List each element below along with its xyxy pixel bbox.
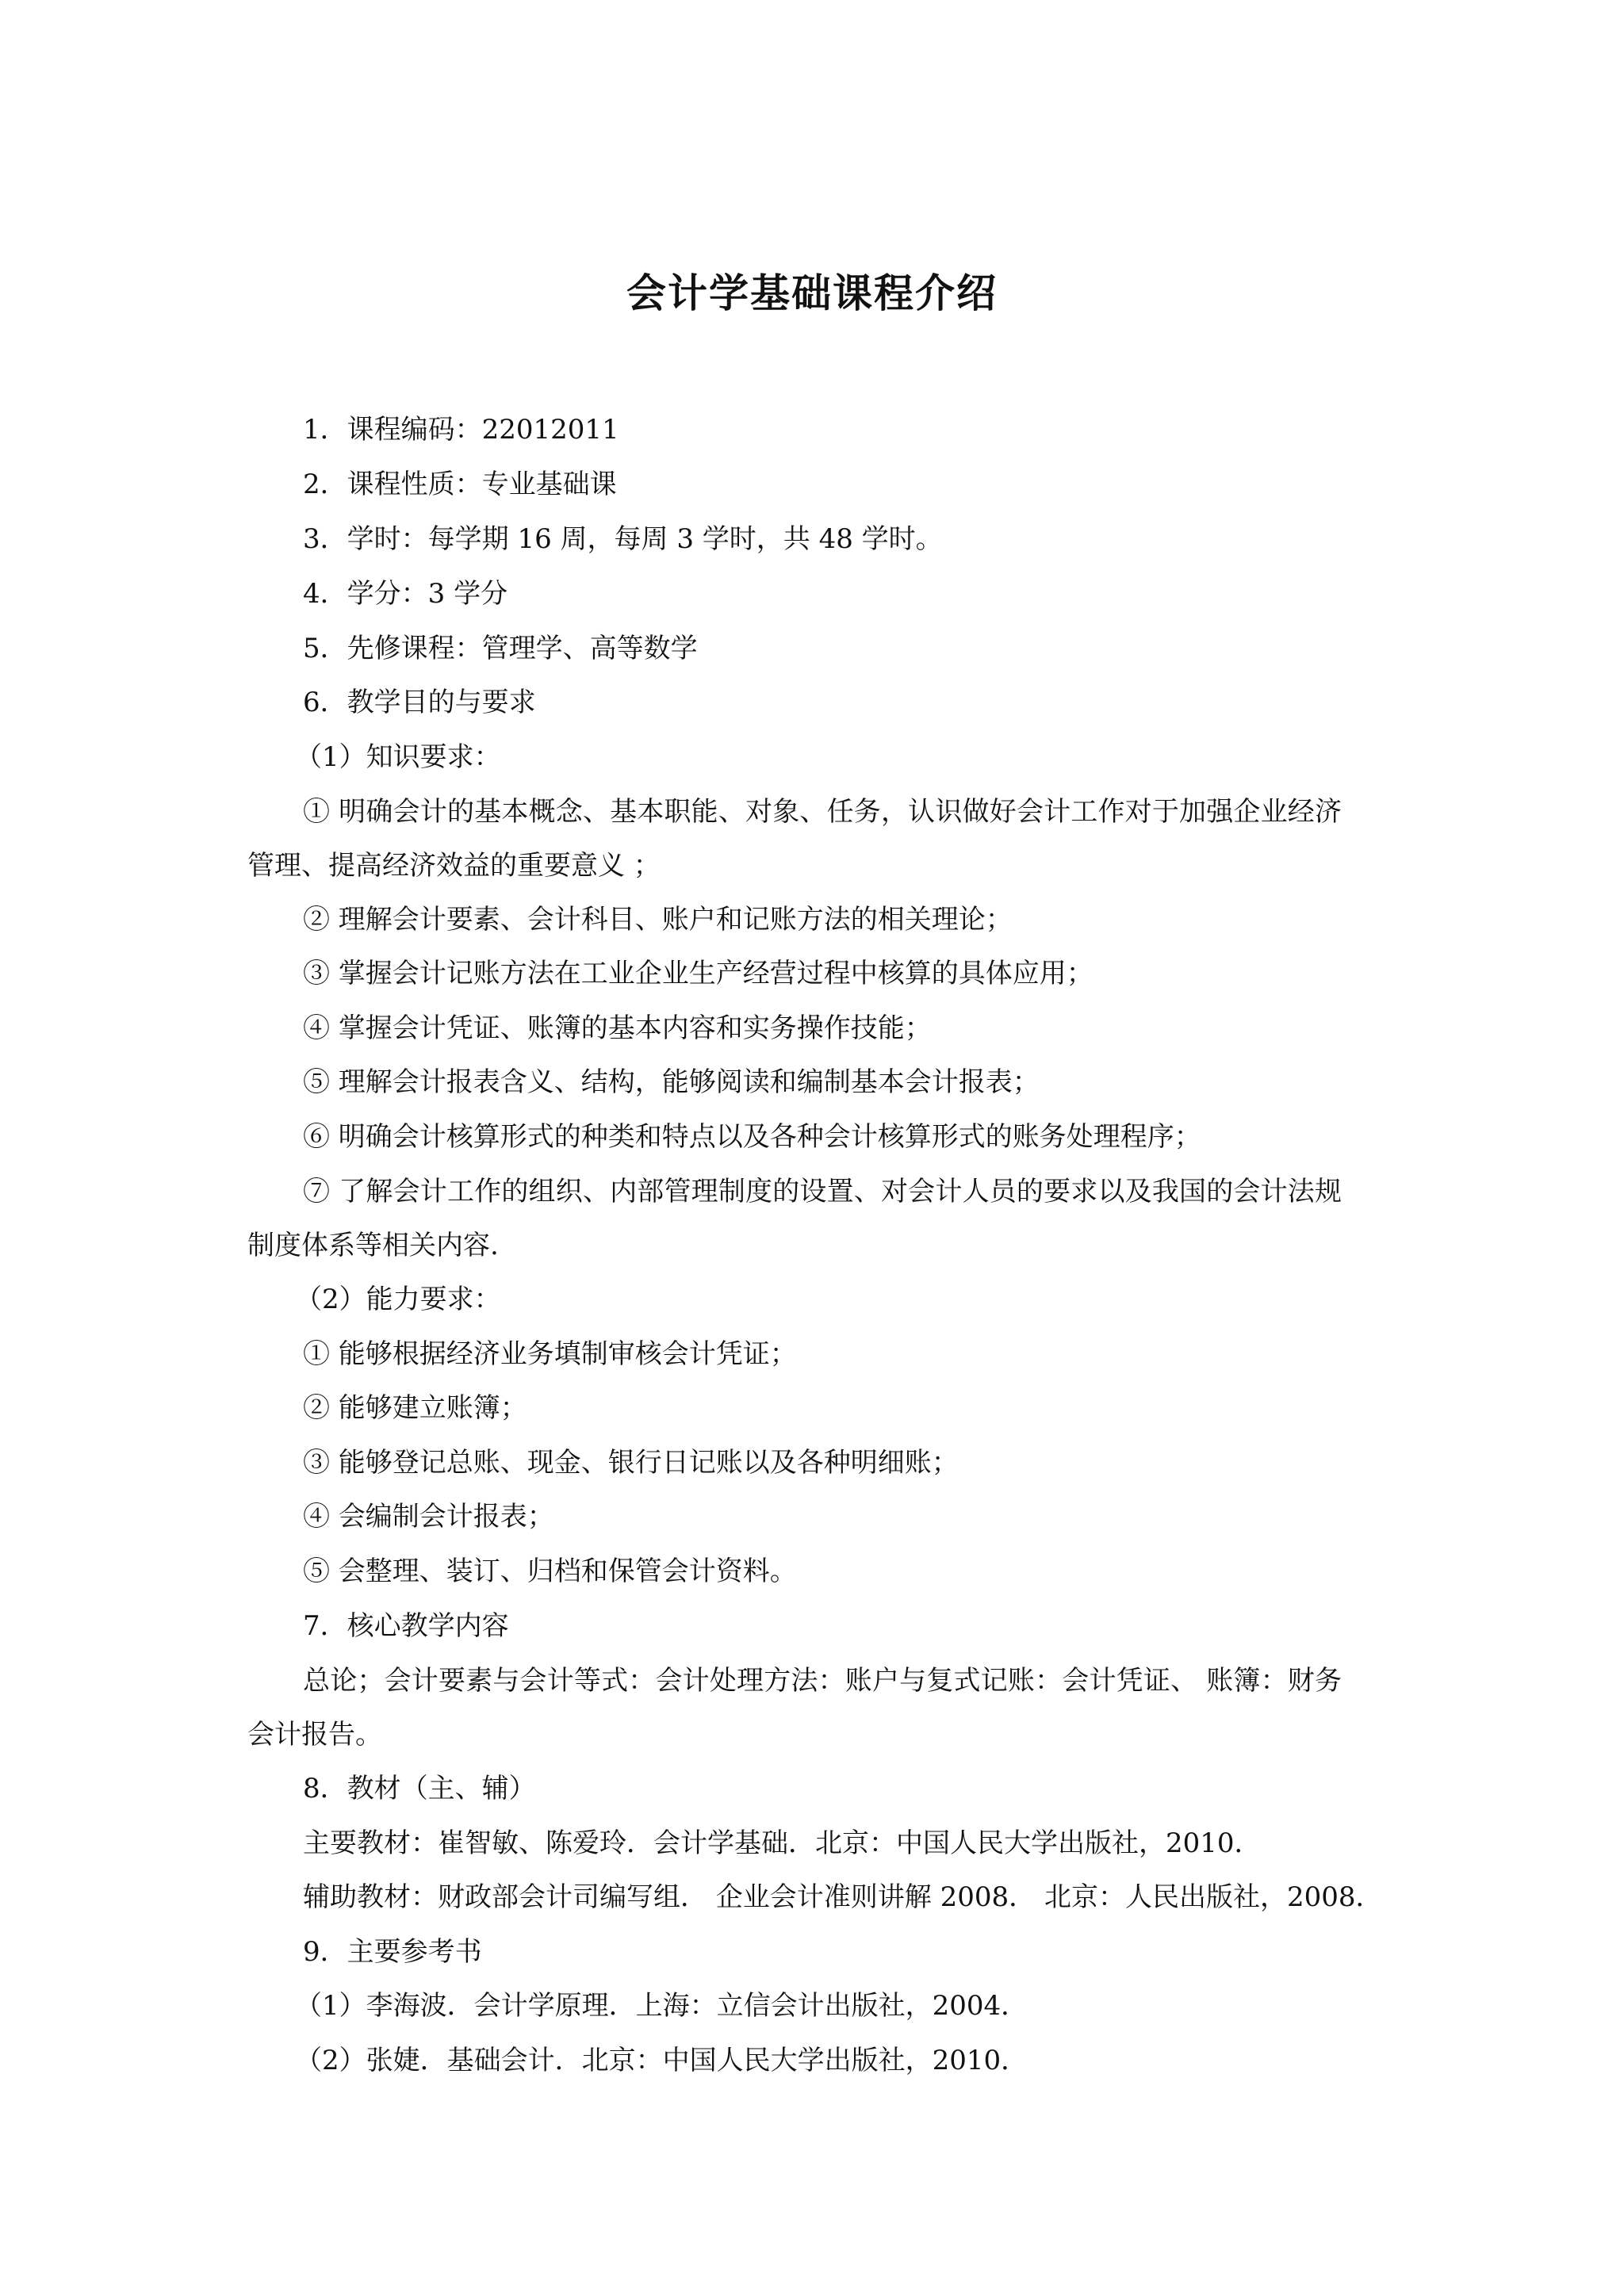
list-item: ④ 掌握会计凭证、账簿的基本内容和实务操作技能； bbox=[303, 1012, 932, 1044]
section-heading: 9．主要参考书 bbox=[303, 1936, 482, 1968]
list-item: ② 能够建立账簿； bbox=[303, 1392, 527, 1424]
list-item: ⑤ 理解会计报表含义、结构，能够阅读和编制基本会计报表； bbox=[303, 1066, 1040, 1098]
list-item: ③ 能够登记总账、现金、银行日记账以及各种明细账； bbox=[303, 1447, 959, 1479]
section-heading: 6．教学目的与要求 bbox=[303, 687, 536, 718]
document-title: 会计学基础课程介绍 bbox=[626, 270, 998, 316]
course-credits: 4．学分：3 学分 bbox=[303, 578, 508, 610]
list-item: ⑤ 会整理、装订、归档和保管会计资料。 bbox=[303, 1556, 797, 1587]
subsection-heading: （2）能力要求： bbox=[295, 1284, 501, 1315]
subsection-heading: （1）知识要求： bbox=[295, 741, 501, 773]
list-item: ① 能够根据经济业务填制审核会计凭证； bbox=[303, 1338, 797, 1370]
course-nature: 2．课程性质：专业基础课 bbox=[303, 469, 617, 500]
course-hours: 3．学时：每学期 16 周，每周 3 学时，共 48 学时。 bbox=[303, 523, 943, 555]
core-content: 总论；会计要素与会计等式：会计处理方法：账户与复式记账：会计凭证、 账簿：财务会计报告。 bbox=[247, 1665, 1342, 1751]
section-heading: 8．教材（主、辅） bbox=[303, 1773, 536, 1804]
prerequisites: 5．先修课程：管理学、高等数学 bbox=[303, 633, 698, 664]
section-heading: 7．核心教学内容 bbox=[303, 1610, 509, 1642]
list-item: ⑥ 明确会计核算形式的种类和特点以及各种会计核算形式的账务处理程序； bbox=[303, 1121, 1201, 1153]
course-code: 1．课程编码：22012011 bbox=[303, 414, 619, 446]
list-item: ③ 掌握会计记账方法在工业企业生产经营过程中核算的具体应用； bbox=[303, 958, 1094, 989]
main-textbook: 主要教材：崔智敏、陈爱玲．会计学基础．北京：中国人民大学出版社，2010． bbox=[303, 1827, 1262, 1859]
reference-item: （1）李海波．会计学原理．上海：立信会计出版社，2004． bbox=[295, 1990, 1028, 2022]
auxiliary-textbook: 辅助教材：财政部会计司编写组． 企业会计准则讲解 2008． 北京：人民出版社，2008． bbox=[303, 1881, 1383, 1913]
list-item: ④ 会编制会计报表； bbox=[303, 1501, 554, 1533]
list-item: ⑦ 了解会计工作的组织、内部管理制度的设置、对会计人员的要求以及我国的会计法规制度体系等相关内容. bbox=[247, 1176, 1342, 1261]
reference-item: （2）张婕．基础会计．北京：中国人民大学出版社，2010． bbox=[295, 2045, 1028, 2076]
list-item: ② 理解会计要素、会计科目、账户和记账方法的相关理论； bbox=[303, 904, 1013, 936]
list-item: ① 明确会计的基本概念、基本职能、对象、任务，认识做好会计工作对于加强企业经济管理、提高经济效益的重要意义 ； bbox=[247, 796, 1342, 882]
